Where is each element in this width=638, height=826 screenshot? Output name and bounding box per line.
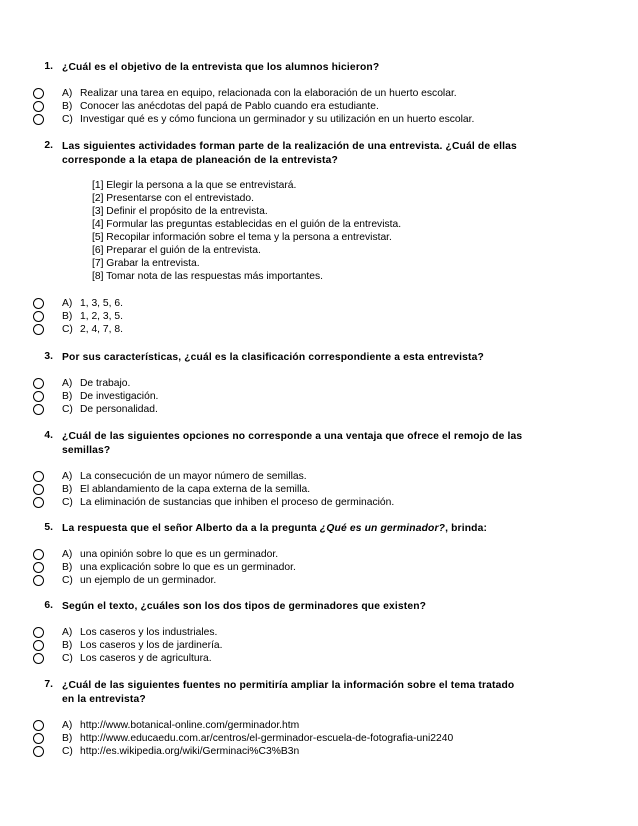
- option-text: La consecución de un mayor número de semillas.: [80, 471, 307, 482]
- list-item: [2] Presentarse con el entrevistado.: [92, 193, 254, 204]
- option-c[interactable]: C) Los caseros y de agricultura.: [62, 652, 582, 665]
- radio-circle-icon[interactable]: [33, 562, 44, 573]
- option-text: De trabajo.: [80, 378, 131, 389]
- option-text: 1, 3, 5, 6.: [80, 298, 123, 309]
- radio-circle-icon[interactable]: [33, 114, 44, 125]
- radio-circle-icon[interactable]: [33, 653, 44, 664]
- option-b[interactable]: B) http://www.educaedu.com.ar/centros/el-germinador-escuela-de-fotografia-uni2240: [62, 732, 582, 745]
- question-6: [44, 600, 582, 665]
- question-7: [44, 679, 582, 758]
- question-number: 7.: [44, 679, 53, 690]
- question-text: La respuesta que el señor Alberto da a la pregunta ¿Qué es un germinador?, brinda:: [62, 523, 488, 534]
- question-number: 1.: [44, 61, 53, 72]
- option-text: http://www.educaedu.com.ar/centros/el-germinador-escuela-de-fotografia-uni2240: [80, 733, 454, 744]
- question-text: Según el texto, ¿cuáles son los dos tipos de germinadores que existen?: [62, 601, 427, 612]
- question-number: 3.: [44, 351, 53, 362]
- option-b[interactable]: B) 1, 2, 3, 5.: [62, 310, 582, 323]
- option-a[interactable]: A) 1, 3, 5, 6.: [62, 297, 582, 310]
- list-item: [6] Preparar el guión de la entrevista.: [92, 245, 261, 256]
- option-text: una explicación sobre lo que es un germinador.: [80, 562, 296, 573]
- question-text-line-2: en la entrevista?: [62, 694, 146, 705]
- question-text-line-1: ¿Cuál de las siguientes opciones no corresponde a una ventaja que ofrece el remojo de las: [62, 431, 523, 442]
- option-b[interactable]: B) Conocer las anécdotas del papá de Pablo cuando era estudiante.: [62, 100, 582, 113]
- option-text: una opinión sobre lo que es un germinador.: [80, 549, 279, 560]
- option-text: Los caseros y de agricultura.: [80, 653, 212, 664]
- radio-circle-icon[interactable]: [33, 324, 44, 335]
- question-text-line-2: semillas?: [62, 445, 111, 456]
- question-text-line-1: ¿Cuál de las siguientes fuentes no permitiría ampliar la información sobre el tema tratado: [62, 680, 515, 691]
- option-text: Conocer las anécdotas del papá de Pablo cuando era estudiante.: [80, 101, 379, 112]
- question-text: Por sus características, ¿cuál es la clasificación correspondiente a esta entrevista?: [62, 352, 484, 363]
- radio-circle-icon[interactable]: [33, 378, 44, 389]
- question-3: [44, 351, 582, 416]
- radio-circle-icon[interactable]: [33, 497, 44, 508]
- question-text: ¿Cuál es el objetivo de la entrevista que los alumnos hicieron?: [62, 62, 380, 73]
- radio-circle-icon[interactable]: [33, 746, 44, 757]
- radio-circle-icon[interactable]: [33, 88, 44, 99]
- option-text: De investigación.: [80, 391, 159, 402]
- option-text: La eliminación de sustancias que inhiben el proceso de germinación.: [80, 497, 395, 508]
- radio-circle-icon[interactable]: [33, 311, 44, 322]
- question-2: [44, 140, 582, 336]
- option-text: 1, 2, 3, 5.: [80, 311, 123, 322]
- option-text: Los caseros y los industriales.: [80, 627, 218, 638]
- option-b[interactable]: B) De investigación.: [62, 390, 582, 403]
- question-number: 5.: [44, 522, 53, 533]
- option-c[interactable]: C) 2, 4, 7, 8.: [62, 323, 582, 336]
- radio-circle-icon[interactable]: [33, 298, 44, 309]
- list-item: [7] Grabar la entrevista.: [92, 258, 200, 269]
- quoted-question: ¿Qué es un germinador?: [319, 523, 446, 534]
- option-text: De personalidad.: [80, 404, 158, 415]
- option-text: 2, 4, 7, 8.: [80, 324, 123, 335]
- option-text: http://www.botanical-online.com/germinador.htm: [80, 720, 300, 731]
- option-a[interactable]: A) una opinión sobre lo que es un germinador.: [62, 548, 582, 561]
- radio-circle-icon[interactable]: [33, 404, 44, 415]
- option-c[interactable]: C) un ejemplo de un germinador.: [62, 574, 582, 587]
- question-1: [44, 61, 582, 126]
- list-item: [1] Elegir la persona a la que se entrevistará.: [92, 180, 297, 191]
- question-number: 4.: [44, 430, 53, 441]
- question-text-line-2: corresponde a la etapa de planeación de la entrevista?: [62, 155, 338, 166]
- option-a[interactable]: A) La consecución de un mayor número de semillas.: [62, 470, 582, 483]
- question-number: 6.: [44, 600, 53, 611]
- radio-circle-icon[interactable]: [33, 101, 44, 112]
- option-c[interactable]: C) Investigar qué es y cómo funciona un germinador y su utilización en un huerto escolar.: [62, 113, 582, 126]
- option-b[interactable]: B) una explicación sobre lo que es un germinador.: [62, 561, 582, 574]
- question-text-line-1: Las siguientes actividades forman parte de la realización de una entrevista. ¿Cuál de ellas: [62, 141, 517, 152]
- radio-circle-icon[interactable]: [33, 549, 44, 560]
- option-b[interactable]: B) El ablandamiento de la capa externa de la semilla.: [62, 483, 582, 496]
- activity-list: [92, 179, 582, 283]
- radio-circle-icon[interactable]: [33, 627, 44, 638]
- option-text: Investigar qué es y cómo funciona un germinador y su utilización en un huerto escolar.: [80, 114, 475, 125]
- option-text: El ablandamiento de la capa externa de la semilla.: [80, 484, 311, 495]
- option-a[interactable]: A) http://www.botanical-online.com/germinador.htm: [62, 719, 582, 732]
- question-5: [44, 522, 582, 587]
- list-item: [4] Formular las preguntas establecidas en el guión de la entrevista.: [92, 219, 402, 230]
- option-b[interactable]: B) Los caseros y los de jardinería.: [62, 639, 582, 652]
- radio-circle-icon[interactable]: [33, 720, 44, 731]
- list-item: [8] Tomar nota de las respuestas más importantes.: [92, 271, 324, 282]
- option-a[interactable]: A) De trabajo.: [62, 377, 582, 390]
- option-a[interactable]: A) Los caseros y los industriales.: [62, 626, 582, 639]
- radio-circle-icon[interactable]: [33, 391, 44, 402]
- list-item: [5] Recopilar información sobre el tema y la persona a entrevistar.: [92, 232, 392, 243]
- radio-circle-icon[interactable]: [33, 640, 44, 651]
- radio-circle-icon[interactable]: [33, 484, 44, 495]
- list-item: [3] Definir el propósito de la entrevista.: [92, 206, 268, 217]
- question-number: 2.: [44, 140, 53, 151]
- option-c[interactable]: C) De personalidad.: [62, 403, 582, 416]
- option-c[interactable]: C) La eliminación de sustancias que inhiben el proceso de germinación.: [62, 496, 582, 509]
- option-text: Los caseros y los de jardinería.: [80, 640, 223, 651]
- question-4: [44, 430, 582, 509]
- option-a[interactable]: A) Realizar una tarea en equipo, relacionada con la elaboración de un huerto escolar.: [62, 87, 582, 100]
- option-c[interactable]: C) http://es.wikipedia.org/wiki/Germinaci%C3%B3n: [62, 745, 582, 758]
- radio-circle-icon[interactable]: [33, 575, 44, 586]
- option-text: un ejemplo de un germinador.: [80, 575, 217, 586]
- radio-circle-icon[interactable]: [33, 471, 44, 482]
- option-text: Realizar una tarea en equipo, relacionada con la elaboración de un huerto escolar.: [80, 88, 457, 99]
- radio-circle-icon[interactable]: [33, 733, 44, 744]
- option-text: http://es.wikipedia.org/wiki/Germinaci%C3%B3n: [80, 746, 300, 757]
